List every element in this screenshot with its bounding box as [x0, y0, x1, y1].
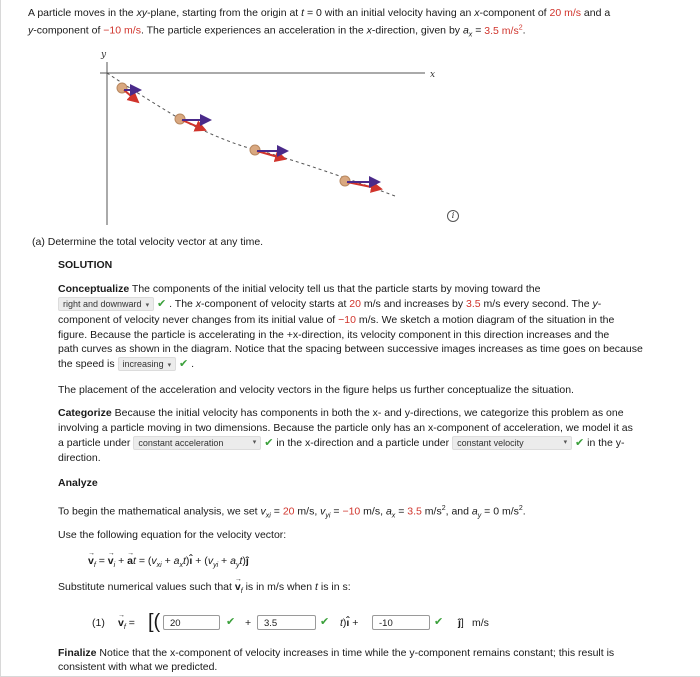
conceptualize-line-2: right and downward ▾ ✔ . The x-component of velocity starts at 20 m/s and increases by 3.5 m/s every second. The y-: [58, 297, 601, 311]
conceptualize-line-5: path curves as shown in the diagram. Notice that the spacing between successive images increases as time goes on because: [58, 343, 643, 355]
check-icon: ✔: [264, 437, 274, 449]
vy0-value: −10 m/s: [103, 24, 141, 37]
x-model-dropdown[interactable]: constant acceleration ▾: [133, 436, 261, 450]
open-bracket: [(: [148, 611, 161, 633]
vx0-value: 20 m/s: [549, 7, 582, 19]
y-axis-label: y: [101, 50, 107, 60]
vyi-input[interactable]: -10: [372, 615, 430, 630]
ax-value: 3.5 $m/s^2$: [484, 24, 523, 37]
check-icon: ✔: [157, 298, 167, 310]
analyze-heading: Analyze: [58, 477, 98, 489]
motion-diagram: [0, 40, 700, 230]
categorize-line-4: direction.: [58, 452, 101, 464]
x-axis-label: x: [430, 70, 436, 80]
j-hat: ĵ]: [458, 617, 464, 629]
analyze-use-equation: Use the following equation for the velocity vector:: [58, 529, 287, 541]
finalize-line-2: consistent with what we predicted.: [58, 661, 218, 673]
check-icon: ✔: [575, 437, 585, 449]
particle-3: [250, 145, 287, 159]
check-icon: ✔: [226, 616, 236, 628]
check-icon: ✔: [434, 616, 444, 628]
step1-label: (1): [92, 617, 105, 629]
finalize-line-1: Finalize Notice that the x-component of velocity increases in time while the y-component remains constant; this result is: [58, 647, 615, 659]
analyze-line-1: To begin the mathematical analysis, we set $v_{xi} = 20$ m/s, $v_{yi} = -10$ m/s, $a_x = 3.5$ $m/s^2$, and $a_y = 0$ $m/s^2$.: [58, 505, 526, 520]
problem-line-1: A particle moves in the xy-plane, starting from the origin at t = 0 with an initial velocity having an x-component of 20 m/s and a: [28, 7, 611, 19]
check-icon: ✔: [320, 616, 330, 628]
plus-sign: +: [245, 617, 252, 629]
info-icon[interactable]: i: [447, 210, 459, 222]
velocity-equation: → $v_f$ = → $v_i$ + → at = ($v_{xi}$ + $a_xt)ı̂ + (v_{yi}$ + $a_yt)ĵ$: [88, 554, 249, 573]
placement-text: The placement of the acceleration and velocity vectors in the figure helps us further conceptualize the situation.: [58, 384, 574, 396]
problem-line-2: y-component of −10 m/s. The particle experiences an acceleration in the x-direction, given by $a_x = 3.5$ $m/s^2$.: [28, 24, 526, 39]
substitute-text: Substitute numerical values such that → $v_f$ is in m/s when t is in s:: [58, 580, 351, 599]
particle-4: [340, 176, 381, 189]
categorize-line-3: a particle under constant acceleration ▾ ✔ in the x-direction and a particle under constant velocity ▾ ✔ in the y-: [58, 437, 625, 449]
t-i-hat: t)ı̂ +: [340, 617, 359, 629]
particle-1: [117, 83, 140, 102]
check-icon: ✔: [179, 358, 189, 370]
vf-lhs: → $v_f$ =: [118, 616, 135, 635]
unit-label: m/s: [472, 617, 489, 629]
ax-input[interactable]: 3.5: [257, 615, 316, 630]
vxi-input[interactable]: 20: [163, 615, 220, 630]
conceptualize-line-6: the speed is increasing ▾ ✔ .: [58, 358, 195, 370]
part-a-question: (a) Determine the total velocity vector at any time.: [32, 236, 264, 248]
categorize-line-1: Categorize Because the initial velocity has components in both the x- and y-directions, we categorize this problem as one: [58, 407, 624, 419]
particle-2: [175, 114, 210, 130]
trajectory-path: [107, 73, 395, 196]
categorize-line-2: involving a particle moving in two dimensions. Because the particle only has an x-component of acceleration, we model it as: [58, 422, 633, 434]
solution-heading: SOLUTION: [58, 259, 113, 271]
conceptualize-line-1: Conceptualize The components of the initial velocity tell us that the particle starts by moving toward the: [58, 283, 541, 295]
direction-dropdown[interactable]: right and downward ▾: [58, 297, 154, 311]
conceptualize-line-4: figure. Because the particle is accelerating in the +x-direction, its velocity component in this direction increases and the: [58, 329, 610, 341]
y-model-dropdown[interactable]: constant velocity ▾: [452, 436, 572, 450]
speed-dropdown[interactable]: increasing ▾: [118, 357, 177, 371]
conceptualize-line-3: component of velocity never changes from its initial value of −10 m/s. We sketch a motion diagram of the situation in the: [58, 314, 615, 326]
